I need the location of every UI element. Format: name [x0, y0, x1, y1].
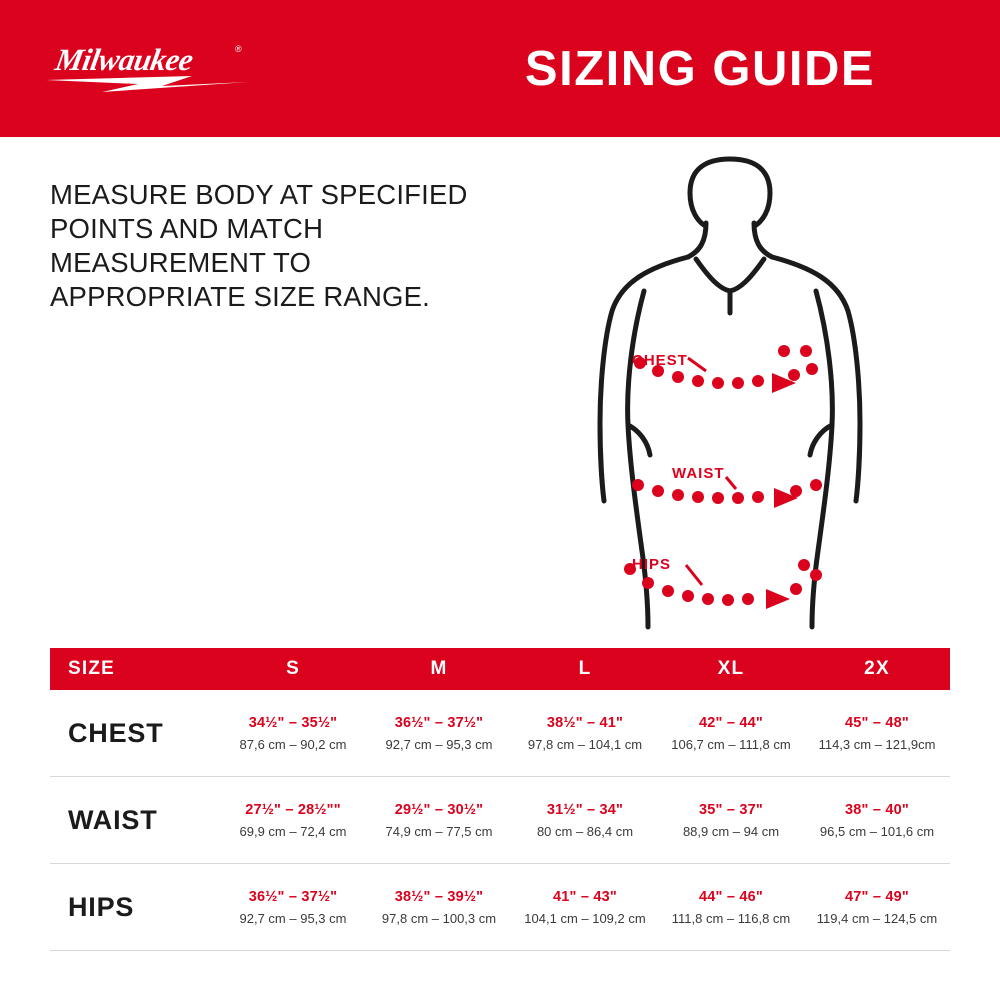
cell-waist-s [220, 801, 366, 840]
cell-imperial: 44" – 46" [699, 888, 763, 905]
cell-chest-l [512, 714, 658, 753]
column-header-s: S [286, 658, 300, 679]
table-row [50, 864, 950, 951]
sizing-table [50, 648, 950, 951]
cell-metric: 104,1 cm – 109,2 cm [524, 910, 646, 926]
cell-waist-m [366, 801, 512, 840]
cell-hips-s [220, 888, 366, 927]
column-header-2x: 2X [864, 658, 890, 679]
cell-imperial: 38½" – 41" [546, 714, 624, 731]
cell-metric: 80 cm – 86,4 cm [536, 823, 634, 839]
cell-imperial: 31½" – 34" [546, 801, 624, 818]
cell-waist-l [512, 801, 658, 840]
cell-chest-2x [804, 714, 950, 753]
cell-metric: 87,6 cm – 90,2 cm [239, 736, 347, 752]
page-header [0, 0, 1000, 137]
cell-chest-m [366, 714, 512, 753]
cell-chest-s [220, 714, 366, 753]
cell-hips-m [366, 888, 512, 927]
row-label-hips: HIPS [68, 891, 135, 922]
intro-text: MEASURE BODY AT SPECIFIED POINTS AND MATCH MEASUREMENT TO APPROPRIATE SIZE RANGE. [50, 179, 468, 312]
column-header-m: M [430, 658, 448, 679]
cell-hips-xl [658, 888, 804, 927]
cell-metric: 119,4 cm – 124,5 cm [816, 910, 938, 926]
cell-imperial: 45" – 48" [845, 714, 909, 731]
cell-chest-xl [658, 714, 804, 753]
table-row [50, 690, 950, 777]
row-label-waist: WAIST [68, 804, 158, 835]
cell-waist-xl [658, 801, 804, 840]
table-header-row [50, 648, 950, 690]
figure-label-waist: WAIST [672, 465, 725, 482]
cell-hips-l [512, 888, 658, 927]
cell-metric: 92,7 cm – 95,3 cm [239, 910, 347, 926]
cell-imperial: 36½" – 37½" [248, 888, 338, 905]
cell-metric: 114,3 cm – 121,9cm [818, 736, 936, 752]
cell-metric: 97,8 cm – 100,3 cm [381, 910, 497, 926]
cell-metric: 74,9 cm – 77,5 cm [385, 823, 493, 839]
cell-metric: 88,9 cm – 94 cm [682, 823, 780, 839]
column-header-xl: XL [717, 658, 745, 679]
page-title: SIZING GUIDE [524, 41, 876, 96]
cell-imperial: 34½" – 35½" [248, 714, 338, 731]
svg-text:®: ® [235, 44, 242, 54]
cell-hips-2x [804, 888, 950, 927]
row-label-chest: CHEST [68, 717, 164, 748]
cell-metric: 69,9 cm – 72,4 cm [239, 823, 347, 839]
cell-waist-2x [804, 801, 950, 840]
table-row [50, 777, 950, 864]
cell-metric: 96,5 cm – 101,6 cm [819, 823, 935, 839]
column-header-l: L [578, 658, 592, 679]
cell-imperial: 42" – 44" [699, 714, 763, 731]
cell-imperial: 38" – 40" [845, 801, 909, 818]
milwaukee-logo [42, 36, 252, 98]
cell-imperial: 27½" – 28½"" [245, 801, 341, 818]
figure-label-hips: HIPS [632, 556, 672, 573]
column-header-size: SIZE [68, 658, 116, 679]
cell-imperial: 36½" – 37½" [394, 714, 484, 731]
cell-metric: 106,7 cm – 111,8 cm [671, 736, 791, 752]
cell-imperial: 29½" – 30½" [394, 801, 484, 818]
cell-imperial: 35" – 37" [699, 801, 763, 818]
svg-text:Milwaukee: Milwaukee [52, 42, 196, 77]
cell-imperial: 41" – 43" [553, 888, 617, 905]
cell-metric: 92,7 cm – 95,3 cm [385, 736, 493, 752]
cell-metric: 97,8 cm – 104,1 cm [527, 736, 643, 752]
cell-imperial: 47" – 49" [845, 888, 909, 905]
figure-label-chest: CHEST [632, 352, 688, 369]
cell-metric: 111,8 cm – 116,8 cm [671, 910, 791, 926]
cell-imperial: 38½" – 39½" [394, 888, 484, 905]
body-measurement-figure [520, 155, 940, 635]
